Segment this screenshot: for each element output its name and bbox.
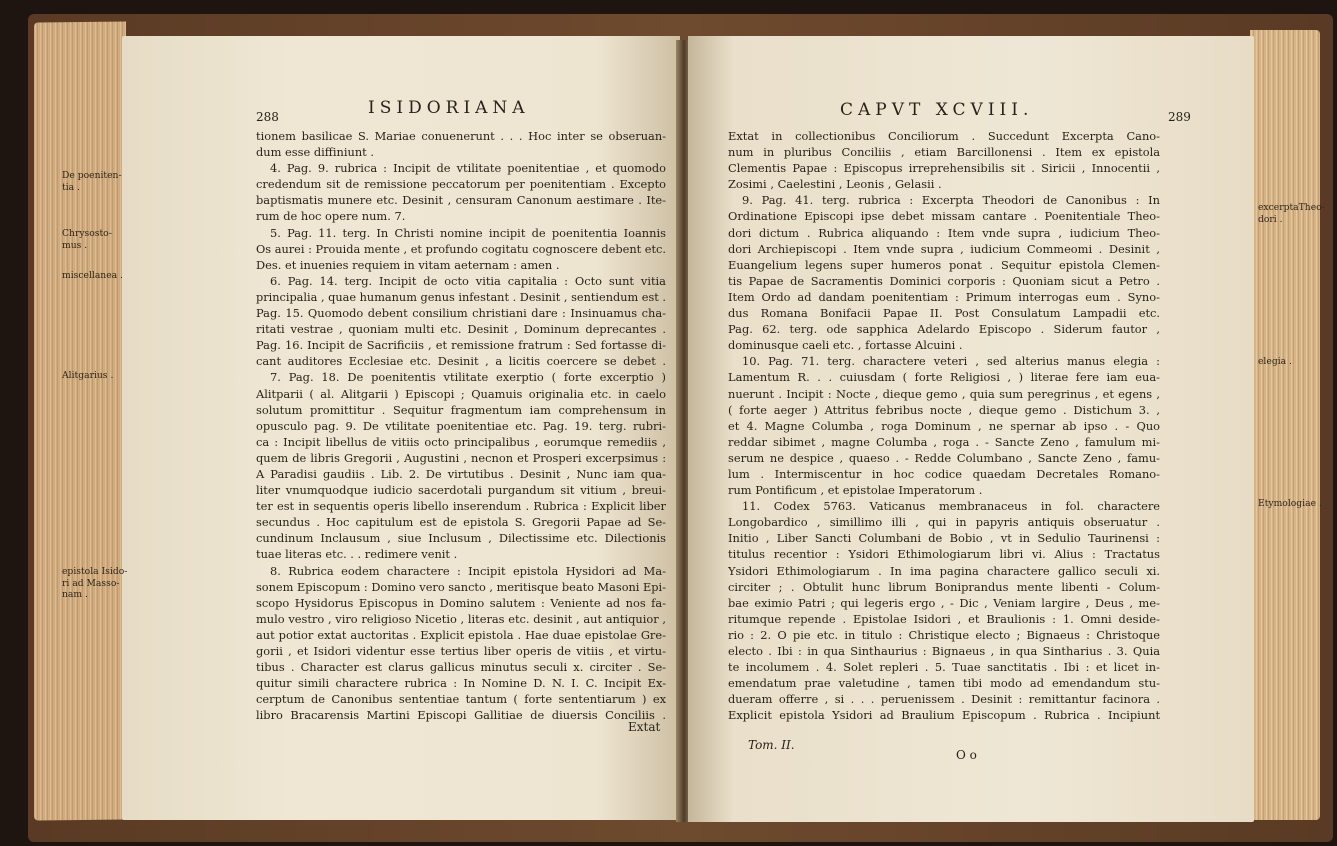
text-line-content: scopo Hysidorus Episcopus in Domino salutem : Veniente ad nos fa-	[256, 595, 666, 610]
right-text-line	[728, 241, 1160, 257]
left-margin-note: Chrysosto- mus .	[62, 228, 112, 251]
text-line-content: Des. et inuenies requiem in vitam aeternam : amen .	[256, 257, 560, 272]
text-line-content: rum de hoc opere num. 7.	[256, 209, 406, 224]
left-margin-note: epistola Isido- ri ad Masso- nam .	[62, 566, 128, 600]
text-line-content: ritati vestrae , quoniam multi etc. Desinit , Dominum deprecantes .	[256, 322, 666, 337]
right-text-line	[728, 691, 1160, 707]
text-line-content: 6. Pag. 14. terg. Incipit de octo vitia capitalia : Octo sunt vitia	[270, 273, 666, 288]
right-text-line	[728, 128, 1160, 144]
text-line-content: ter est in sequentis operis libello inserendum . Rubrica : Explicit liber	[256, 499, 666, 514]
text-line-content: libro Bracarensis Martini Episcopi Gallitiae de diuersis Conciliis .	[256, 708, 666, 723]
text-line-content: Pag. 16. Incipit de Sacrificiis , et remissione fratrum : Sed fortasse di-	[256, 338, 666, 353]
left-text-line	[256, 128, 666, 144]
right-text-line	[728, 659, 1160, 675]
left-text-line	[256, 386, 666, 402]
left-text-line	[256, 402, 666, 418]
text-line-content: Ordinatione Episcopi ipse debet missam cantare . Poenitentiale Theo-	[728, 209, 1160, 224]
text-line-content: rum Pontificum , et epistolae Imperatorum .	[728, 483, 983, 498]
text-line-content: 4. Pag. 9. rubrica : Incipit de vtilitate poenitentiae , et quomodo	[270, 161, 666, 176]
right-text-line	[728, 321, 1160, 337]
text-line-content: ca : Incipit libellus de vitiis octo principalibus , eorumque remediis ,	[256, 434, 666, 449]
text-line-content: lum . Intermiscentur in hoc codice quaedam Decretales Romano-	[728, 466, 1160, 481]
text-line-content: te incolumem . 4. Solet repleri . 5. Tuae sanctitatis . Ibi : et licet in-	[728, 660, 1160, 675]
text-line-content: opusculo pag. 9. De vtilitate poenitentiae etc. Pag. 19. terg. rubri-	[256, 418, 666, 433]
text-line-content: ritumque repende . Epistolae Isidori , et Braulionis : 1. Omni deside-	[728, 611, 1160, 626]
text-line-content: dori Archiepiscopi . Item vnde supra , iudicium Commeomi . Desinit ,	[728, 241, 1160, 256]
text-line-content: 7. Pag. 18. De poenitentis vtilitate exerptio ( forte excerptio )	[270, 370, 666, 385]
text-line-content: secundus . Hoc capitulum est de epistola S. Gregorii Papae ad Se-	[256, 515, 666, 530]
text-line-content: Alitparii ( al. Alitgarii ) Episcopi ; Quamuis originalia etc. in caelo	[256, 386, 666, 401]
right-text-line	[728, 289, 1160, 305]
left-text-line	[256, 595, 666, 611]
left-margin-note: miscellanea .	[62, 270, 123, 281]
text-line-content: rio : 2. O pie etc. in titulo : Christique electo ; Bignaeus : Christoque	[728, 627, 1160, 642]
right-text-line	[728, 530, 1160, 546]
left-text-line	[256, 257, 666, 273]
left-text-line	[256, 321, 666, 337]
right-text-line	[728, 369, 1160, 385]
right-text-line	[728, 707, 1160, 723]
left-text-line	[256, 466, 666, 482]
text-line-content: quitur simili charactere rubrica : In Nomine D. N. I. C. Incipit Ex-	[256, 676, 666, 691]
text-line-content: Euangelium legens super humeros ponat . Sequitur epistola Clemen-	[728, 257, 1160, 272]
text-line-content: Clementis Papae : Episcopus irreprehensibilis sit . Siricii , Innocentii ,	[728, 161, 1160, 176]
left-margin-note: Alitgarius .	[62, 370, 114, 381]
text-line-content: Os aurei : Prouida mente , et profundo cogitatu cognoscere debent etc.	[256, 241, 666, 256]
text-line-content: aut potior extat auctoritas . Explicit epistola . Hae duae epistolae Gre-	[256, 627, 666, 642]
left-text-line	[256, 160, 666, 176]
right-text-line	[728, 257, 1160, 273]
text-line-content: circiter ; . Obtulit hunc librum Boniprandus mente libenti - Colum-	[728, 579, 1160, 594]
text-line-content: dus Romana Bonifacii Papae II. Post Consulatum Lampadii etc.	[728, 306, 1160, 321]
right-text-line	[728, 595, 1160, 611]
left-catchword: Extat	[628, 720, 661, 734]
left-text-line	[256, 289, 666, 305]
left-text-line	[256, 498, 666, 514]
text-line-content: ( forte aeger ) Attritus febribus nocte , dieque gemo . Distichum 3. ,	[728, 402, 1160, 417]
right-page	[688, 36, 1254, 822]
text-line-content: Initio , Liber Sancti Columbani de Bobio , vt in Sedulio Taurinensi :	[728, 531, 1160, 546]
left-running-head: ISIDORIANA	[368, 98, 530, 118]
text-line-content: dum esse diffiniunt .	[256, 145, 374, 160]
left-text-line	[256, 579, 666, 595]
text-line-content: et 4. Magne Columba , roga Dominum , ne spernar ab ipso . - Quo	[728, 418, 1160, 433]
left-page	[122, 36, 680, 820]
left-text-line	[256, 434, 666, 450]
right-text-line	[728, 402, 1160, 418]
left-text-line	[256, 208, 666, 224]
right-text-line	[728, 305, 1160, 321]
left-text-line	[256, 418, 666, 434]
right-text-line	[728, 563, 1160, 579]
text-line-content: baptismatis munere etc. Desinit , censuram Canonum aestimare . Ite-	[256, 193, 666, 208]
text-line-content: Zosimi , Caelestini , Leonis , Gelasii .	[728, 177, 942, 192]
right-text-line	[728, 225, 1160, 241]
right-text-line	[728, 418, 1160, 434]
text-line-content: reddar sibimet , magne Columba , roga . - Sancte Zeno , famulum mi-	[728, 434, 1160, 449]
left-text-line	[256, 546, 666, 562]
left-text-line	[256, 563, 666, 579]
text-line-content: Pag. 15. Quomodo debent consilium christiani dare : Insinuamus cha-	[256, 306, 666, 321]
right-text-line	[728, 450, 1160, 466]
right-text-line	[728, 611, 1160, 627]
right-page-edges	[1250, 30, 1320, 820]
left-text-line	[256, 675, 666, 691]
left-text-line	[256, 659, 666, 675]
left-text-line	[256, 225, 666, 241]
left-text-line	[256, 450, 666, 466]
text-line-content: Extat in collectionibus Conciliorum . Succedunt Excerpta Cano-	[728, 129, 1160, 143]
right-text-line	[728, 144, 1160, 160]
text-line-content: Item Ordo ad dandam poenitentiam : Primum interrogas eum . Syno-	[728, 289, 1160, 304]
left-text-line	[256, 530, 666, 546]
right-text-line	[728, 208, 1160, 224]
text-line-content: mulo vestro , viro religioso Nicetio , literas etc. desinit , aut antiquior ,	[256, 611, 666, 626]
text-line-content: tis Papae de Sacramentis Dominici corporis : Quoniam sicut a Petro .	[728, 273, 1160, 288]
text-line-content: tionem basilicae S. Mariae conuenerunt . . . Hoc inter se obseruan-	[256, 129, 666, 143]
right-text-line	[728, 273, 1160, 289]
text-line-content: Lamentum R. . . cuiusdam ( forte Religiosi , ) literae fere iam eua-	[728, 370, 1160, 385]
left-text-line	[256, 691, 666, 707]
text-line-content: titulus recentior : Ysidori Ethimologiarum libri vi. Alius : Tractatus	[728, 547, 1160, 562]
right-text-line	[728, 386, 1160, 402]
left-text-line	[256, 514, 666, 530]
text-line-content: cundinum Inclausum , siue Inclusum , Dilectissime etc. Dilectionis	[256, 531, 666, 546]
text-line-content: credendum sit de remissione peccatorum per poenitentiam . Excepto	[256, 177, 666, 192]
text-line-content: dori dictum . Rubrica aliquando : Item vnde supra , iudicium Theo-	[728, 225, 1160, 240]
right-text-line	[728, 675, 1160, 691]
text-line-content: liter vnumquodque iudicio sacerdotali purgandum sit vitium , breui-	[256, 483, 666, 498]
text-line-content: solutum promittitur . Sequitur fragmentum iam comprehensum in	[256, 402, 666, 417]
text-line-content: Longobardico , simillimo illi , qui in papyris antiquis obseruatur .	[728, 515, 1160, 530]
right-text-line	[728, 627, 1160, 643]
left-text-line	[256, 482, 666, 498]
right-margin-note: elegia .	[1258, 356, 1292, 367]
text-line-content: Explicit epistola Ysidori ad Braulium Episcopum . Rubrica . Incipiunt	[728, 708, 1160, 723]
text-line-content: dueram offerre , si . . . peruenissem . Desinit : remittantur facinora .	[728, 692, 1160, 707]
right-text-line	[728, 498, 1160, 514]
right-text-line	[728, 579, 1160, 595]
text-line-content: 5. Pag. 11. terg. In Christi nomine incipit de poenitentia Ioannis	[270, 225, 666, 240]
right-text-line	[728, 337, 1160, 353]
text-line-content: 8. Rubrica eodem charactere : Incipit epistola Hysidori ad Ma-	[270, 563, 666, 578]
right-text-line	[728, 176, 1160, 192]
text-line-content: dominusque caeli etc. , fortasse Alcuini .	[728, 338, 963, 353]
left-text-line	[256, 369, 666, 385]
left-text-line	[256, 241, 666, 257]
left-text-line	[256, 627, 666, 643]
right-running-head: CAPVT XCVIII.	[840, 100, 1034, 120]
text-line-content: tibus . Character est clarus gallicus minutus seculi x. circiter . Se-	[256, 660, 666, 675]
right-text-line	[728, 160, 1160, 176]
right-margin-note: excerptaTheo- dori .	[1258, 202, 1325, 225]
text-line-content: nuerunt . Incipit : Nocte , dieque gemo , quia sum peregrinus , et egens ,	[728, 386, 1160, 401]
text-line-content: A Paradisi gaudiis . Lib. 2. De virtutibus . Desinit , Nunc iam qua-	[256, 466, 666, 481]
text-line-content: num in pluribus Conciliis , etiam Barcillonensi . Item ex epistola	[728, 145, 1160, 160]
left-text-line	[256, 144, 666, 160]
right-signature-mark: O o	[956, 748, 977, 762]
left-body-text	[256, 128, 666, 723]
text-line-content: 11. Codex 5763. Vaticanus membranaceus in fol. charactere	[742, 499, 1160, 514]
left-page-number: 288	[256, 110, 279, 124]
text-line-content: cerptum de Canonibus sententiae tantum ( forte sententiarum ) ex	[256, 692, 666, 707]
text-line-content: 9. Pag. 41. terg. rubrica : Excerpta Theodori de Canonibus : In	[742, 193, 1160, 208]
right-text-line	[728, 192, 1160, 208]
text-line-content: serum ne despice , quaeso . - Redde Columbano , Sancte Zeno , famu-	[728, 450, 1160, 465]
text-line-content: 10. Pag. 71. terg. charactere veteri , sed alterius manus elegia :	[742, 354, 1160, 369]
right-margin-note: Etymologiae .	[1258, 498, 1322, 509]
left-text-line	[256, 643, 666, 659]
left-text-line	[256, 273, 666, 289]
left-margin-note: De poeniten- tia .	[62, 170, 122, 193]
text-line-content: bae eximio Patri ; qui legeris ergo , - Dic , Veniam largire , Deus , me-	[728, 595, 1160, 610]
text-line-content: principalia , quae humanum genus infestant . Desinit , sentiendum est .	[256, 289, 666, 304]
right-text-line	[728, 514, 1160, 530]
right-text-line	[728, 546, 1160, 562]
right-volume-mark: Tom. II.	[748, 738, 795, 752]
text-line-content: gorii , et Isidori videntur esse tertius liber operis de vitiis , et virtu-	[256, 644, 666, 658]
right-text-line	[728, 482, 1160, 498]
left-text-line	[256, 337, 666, 353]
left-text-line	[256, 192, 666, 208]
text-line-content: cant auditores Ecclesiae etc. Desinit , a licitis coercere se debet .	[256, 354, 666, 369]
text-line-content: electo . Ibi : in qua Sinthaurius : Bignaeus , in qua Sintharius . 3. Quia	[728, 644, 1160, 658]
left-text-line	[256, 611, 666, 627]
left-text-line	[256, 305, 666, 321]
text-line-content: Pag. 62. terg. ode sapphica Adelardo Episcopo . Siderum fautor ,	[728, 322, 1160, 337]
left-text-line	[256, 176, 666, 192]
right-page-number: 289	[1168, 110, 1191, 124]
left-page-edges	[34, 22, 126, 821]
right-text-line	[728, 643, 1160, 659]
right-text-line	[728, 353, 1160, 369]
left-text-line	[256, 353, 666, 369]
text-line-content: tuae literas etc. . . redimere venit .	[256, 547, 458, 562]
text-line-content: quem de libris Gregorii , Augustini , necnon et Prosperi excerpsimus :	[256, 450, 666, 465]
right-text-line	[728, 434, 1160, 450]
text-line-content: Ysidori Ethimologiarum . In ima pagina charactere gallico seculi xi.	[728, 563, 1160, 578]
left-text-line	[256, 707, 666, 723]
right-body-text	[728, 128, 1160, 723]
right-text-line	[728, 466, 1160, 482]
text-line-content: sonem Episcopum : Domino vero sancto , meritisque beato Masoni Epi-	[256, 579, 666, 594]
text-line-content: emendatum prae valetudine , tamen tibi modo ad emendandum stu-	[728, 676, 1160, 691]
